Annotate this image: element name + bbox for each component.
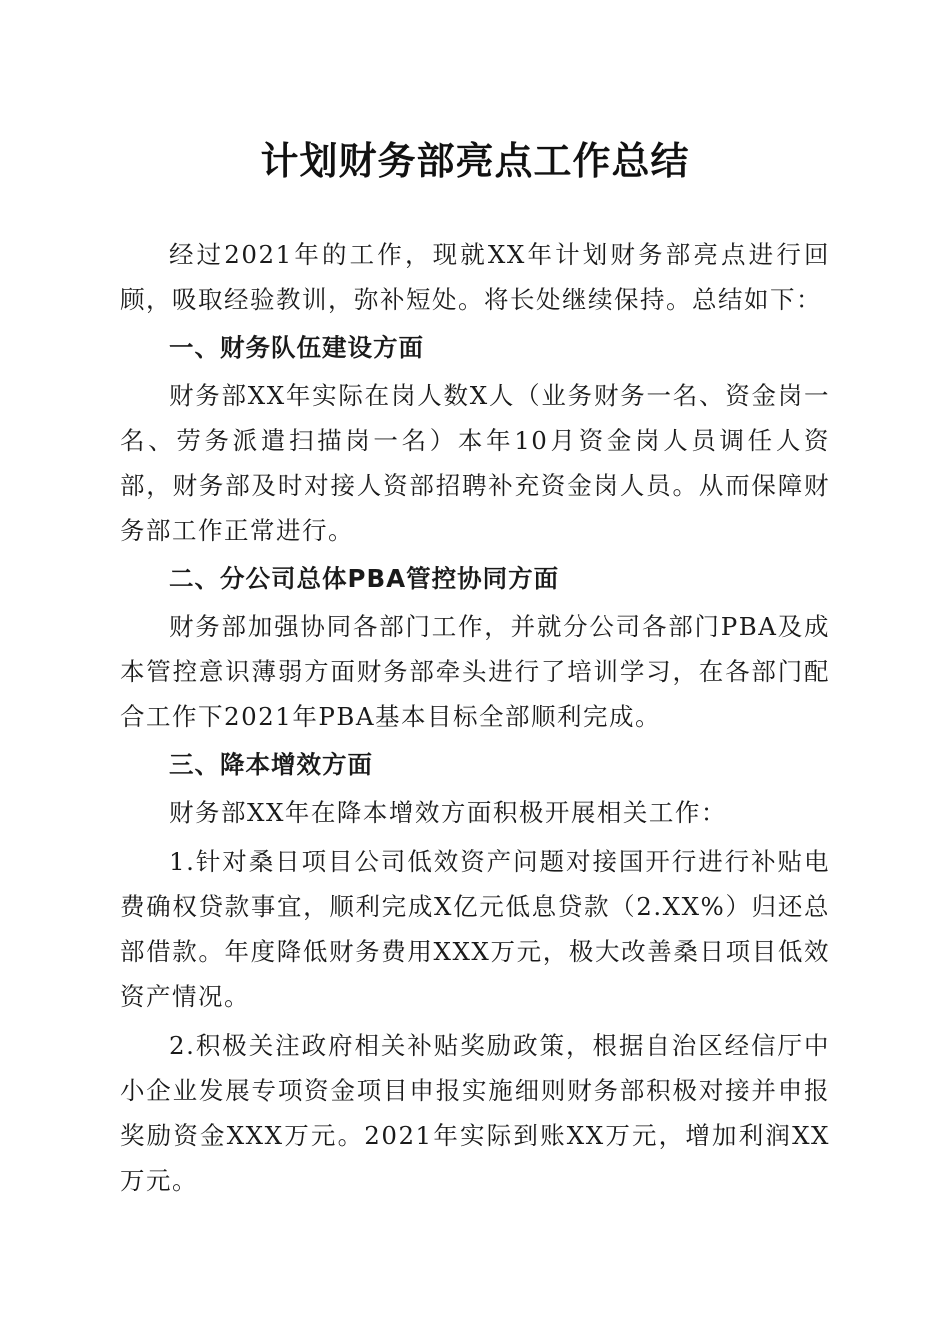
section-heading-2: 二、分公司总体PBA管控协同方面: [169, 564, 560, 593]
document-body: [120, 232, 830, 1203]
section-2-paragraph: 财务部加强协同各部门工作，并就分公司各部门PBA及成本管控意识薄弱方面财务部牵头进行了培训学习，在各部门配合工作下2021年PBA基本目标全部顺利完成。: [120, 612, 830, 731]
section-3-intro: 财务部XX年在降本增效方面积极开展相关工作：: [169, 798, 727, 827]
section-1-paragraph: 财务部XX年实际在岗人数X人（业务财务一名、资金岗一名、劳务派遣扫描岗一名）本年10月资金岗人员调任人资部，财务部及时对接人资部招聘补充资金岗人员。从而保障财务部工作正常进行。: [120, 381, 830, 545]
section-3-item-1: 1.针对桑日项目公司低效资产问题对接国开行进行补贴电费确权贷款事宜，顺利完成X亿元低息贷款（2.XX%）归还总部借款。年度降低财务费用XXX万元，极大改善桑日项目低效资产情况。: [120, 847, 830, 1011]
section-heading-3: 三、降本增效方面: [169, 750, 373, 779]
document-title: 计划财务部亮点工作总结: [260, 138, 690, 183]
section-3-item-2: 2.积极关注政府相关补贴奖励政策，根据自治区经信厅中小企业发展专项资金项目申报实施细则财务部积极对接并申报奖励资金XXX万元。2021年实际到账XX万元，增加利润XX万元。: [120, 1031, 830, 1195]
intro-paragraph: 经过2021年的工作，现就XX年计划财务部亮点进行回顾，吸取经验教训，弥补短处。将长处继续保持。总结如下：: [120, 240, 830, 314]
section-heading-1: 一、财务队伍建设方面: [169, 333, 424, 362]
